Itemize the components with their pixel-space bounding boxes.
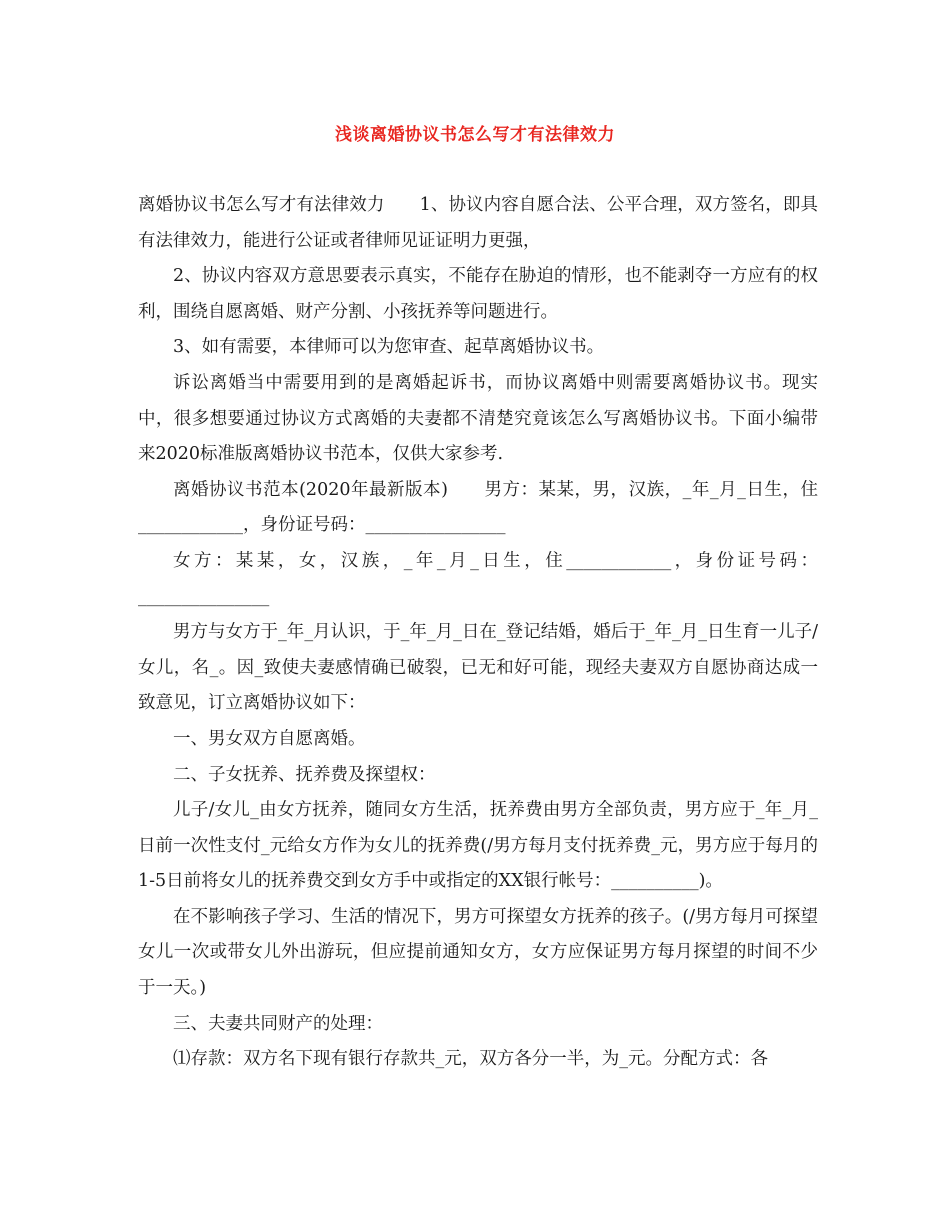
paragraph-3: 3、如有需要，本律师可以为您审查、起草离婚协议书。 [173, 337, 605, 358]
paragraph-6: 女方：某某，女，汉族，_年_月_日生，住____________，身份证号码：_______________ [138, 550, 818, 607]
paragraph-7: 男方与女方于_年_月认识，于_年_月_日在_登记结婚，婚后于_年_月_日生育一儿子/女儿，名_。因_致使夫妻感情确已破裂，已无和好可能，现经夫妻双方自愿协商达成一致意见，订立离婚协议如下： [138, 622, 818, 714]
paragraph-4: 诉讼离婚当中需要用到的是离婚起诉书，而协议离婚中则需要离婚协议书。现实中，很多想要通过协议方式离婚的夫妻都不清楚究竟该怎么写离婚协议书。下面小编带来2020标准版离婚协议书范本，仅供大家参考. [138, 372, 818, 465]
paragraph-8: 一、男女双方自愿离婚。 [173, 728, 366, 749]
paragraph-9: 二、子女抚养、抚养费及探望权： [173, 764, 436, 785]
document-body [138, 188, 818, 1078]
paragraph-12: 三、夫妻共同财产的处理： [173, 1013, 383, 1034]
paragraph-10: 儿子/女儿_由女方抚养，随同女方生活，抚养费由男方全部负责，男方应于_年_月_日前一次性支付_元给女方作为女儿的抚养费(/男方每月支付抚养费_元，男方应于每月的1-5日前将女儿的抚养费交到女方手中或指定的XX银行帐号：__________)。 [138, 800, 818, 892]
paragraph-5: 离婚协议书范本(2020年最新版本) 男方：某某，男，汉族，_年_月_日生，住____________，身份证号码：________________ [138, 479, 818, 536]
document-title: 浅谈离婚协议书怎么写才有法律效力 [335, 125, 615, 145]
paragraph-13: ⑴存款：双方名下现有银行存款共_元，双方各分一半，为_元。分配方式：各 [173, 1049, 768, 1070]
paragraph-11: 在不影响孩子学习、生活的情况下，男方可探望女方抚养的孩子。(/男方每月可探望女儿一次或带女儿外出游玩，但应提前通知女方，女方应保证男方每月探望的时间不少于一天。) [138, 906, 818, 999]
paragraph-1: 离婚协议书怎么写才有法律效力 1、协议内容自愿合法、公平合理，双方签名，即具有法律效力，能进行公证或者律师见证证明力更强， [138, 195, 818, 251]
paragraph-2: 2、协议内容双方意思要表示真实，不能存在胁迫的情形，也不能剥夺一方应有的权利，围绕自愿离婚、财产分割、小孩抚养等问题进行。 [138, 266, 818, 322]
